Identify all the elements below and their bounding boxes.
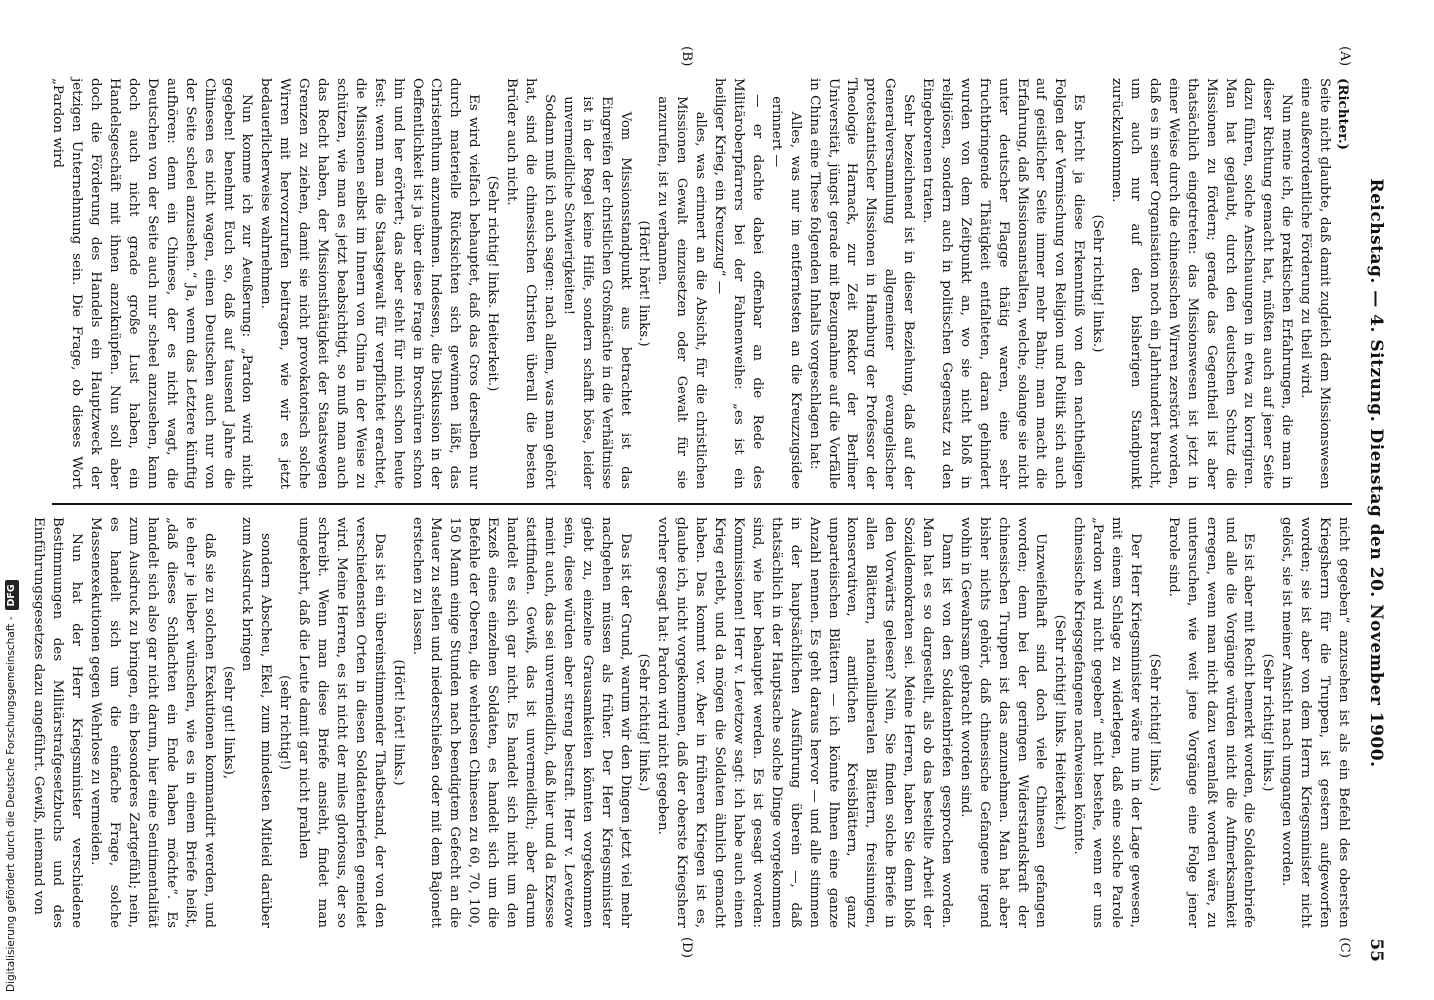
interjection: (Sehr richtig! links.) [1146,653,1162,792]
paragraph: — er dachte dabei offenbar an die Rede des Militäroberpfarrers bei der Fahnenweihe: „es ist ein heiliger Krieg, ein Kreuzzug“ — [712,78,765,489]
margin-marker-c: (C) [1337,937,1352,958]
paragraph: Dann ist von den Soldatenbriefen gesprochen worden. Man hat es so dargestellt, als ob das bestellte Arbeit der Sozialdemokraten sei. Meine Herren, haben Sie denn bloß den Vorwärts gelesen? Nein, Sie finden solche Briefe in allen Blättern, nationalliberalen Blättern, freisinnigen, konservativen, amtlichen Kreisblättern, ganz unparteiischen Blättern — ich könnte Ihnen eine ganze Anzahl nennen. Es geht daraus hervor — und alle stimmen in der hauptsächlichen Ausführung überein —, daß thatsächlich in der Hauptsache solche Dinge vorgekommen sind, wie hier behauptet werden. Es ist gesagt worden: Kommissionen! Herr v. Levetzow sagt: ich habe auch einen Krieg erlebt, und da mögen die Soldaten ähnlich gemacht haben. Das kommt vor. Aber in früheren Kriegen ist es, glaube ich, nicht vorgekommen, daß der oberste Kriegsherr vorher gesagt hat: Pardon wird nicht gegeben. [655,517,954,928]
right-column [31,503,1352,962]
interjection: (Sehr richtig! links. Heiterkeit.) [1052,614,1068,831]
interjection: (Hört! hört! links.) [636,220,652,347]
interjection: (Sehr richtig! links.) [1260,653,1276,792]
page-number: 55 [1366,938,1386,962]
interjection: (Sehr richtig! links.) [636,653,652,792]
interjection: (Sehr richtig! links. Heiterkeit.) [485,175,501,392]
paragraph: Es bricht ja diese Erkenntniß von den nachtheiligen Folgen der Vermischung von Religion und Politik sich auch auf geistlicher Seite immer mehr Bahn; man macht die Erfahrung, daß Missionsanstalten, welche, solange sie nicht unter deutscher Flagge thätig waren, eine sehr fruchtbringende Thätigkeit entfalteten, daran gehindert wurden von dem Zeitpunkt an, wo sie nicht bloß in religiösen, sondern auch in politischen Gegensatz zu den Eingeborenen traten. [920,78,1087,489]
column-divider [52,503,1352,505]
dfg-logo: DFG [5,580,19,610]
interjection: (Hört! hört! links.) [390,659,406,786]
paragraph: Der Herr Kriegsminister wäre nun in der Lage gewesen, mit einem Schlage zu widerlegen, daß eine solche Parole „Pardon wird nicht gegeben“ nicht bestehe, wenn er uns chinesische Kriegsgefangene nachweisen könnte. [1071,517,1144,928]
running-head [1352,44,1386,962]
paragraph: Das ist ein übereinstimmender Thatbestand, der von den verschiedensten Orten in diesen Soldatenbriefen gemeldet wird. Meine Herren, es ist nicht der miles gloriosus, der so schreibt. Wenn man diese Briefe ansieht, findet man umgekehrt, daß die Leute damit gar nicht prahlen [296,517,387,928]
text-columns [31,44,1352,962]
paragraph: Sehr bezeichnend ist in dieser Beziehung, daß auf der Generalversammlung allgemeiner evangelischer protestantischer Missionen in Hamburg der Professor der Theologie Harnack, zur Zeit Rektor der Berliner Universität, jüngst gerade mit Bezugnahme auf die Vorfälle in China eine These folgenden Inhalts vorgeschlagen hat: [806,78,917,489]
running-head-title: Reichstag. — 4. Sitzung. Dienstag den 20. November 1900. [1366,178,1386,768]
paragraph: daß sie zu solchen Exekutionen kommandirt werden, und ie eher je lieber wünschen, wie es in einem Briefe heißt, „daß dieses Schlachten ein Ende haben möchte“. Es handelt sich also gar nicht darum, hier eine Sentimentalität zum Ausdruck zu bringen, ein besonderes Zartgefühl; nein, es handelt sich um die einfache Frage, solche Massenexekutionen gegen Wehrlose zu vermeiden. [88,517,217,928]
paragraph: Nun hat der Herr Kriegsminister verschiedene Bestimmungen des Militärstrafgesetzbuchs und des Einführungsgesetzes dazu angeführt. Gewiß, niemand von [31,517,85,928]
paragraph: Nun komme ich zur Aeußerung: „Pardon wird nicht gegeben! benehmt Euch so, daß auf tausend Jahre die Chinesen es nicht wagen, einen Deutschen auch nur von der Seite scheel anzusehen.“ Ja, wenn das Letztere künftig aufhören: denn ein Chinese, der es nicht wagt, die Deutschen von der Seite auch nur scheel anzusehen, kann doch auch nicht grade große Lust haben, ein Handelsgeschäft mit ihnen anzuknüpfen. Nun soll aber doch die Förderung des Handels ein Hauptzweck der jetzigen Unternehmung sein. Die Frage, ob dieses Wort „Pardon wird [50,78,255,489]
document-page [24,20,1394,980]
paragraph: nicht gegeben“ anzusehen ist als ein Befehl des obersten Kriegsherrn für die Truppen, ist gestern aufgeworfen worden; sie ist aber von dem Herrn Kriegsminister nicht gelöst, sie ist meiner Ansicht nach umgangen worden. [1279,517,1351,928]
margin-marker-a: (A) [1337,46,1352,67]
interjection: (sehr gut! links), [220,665,236,780]
credit-text: Digitalisierung gefördert durch die Deutsche Forschungsgemeinschaft - [5,616,17,992]
paragraph: Es ist aber mit Recht bemerkt worden, die Soldatenbriefe und alle die Vorgänge würden nicht die Aufmerksamkeit erregen, wenn man nicht dazu veranlaßt worden wäre, zu untersuchen, wie weit jene Vorgänge eine Folge jener Parole sind. [1165,517,1257,928]
paragraph: Unzweifelhaft sind doch viele Chinesen gefangen worden; denn bei der geringen Widerstandskraft der chinesischen Truppen ist das anzunehmen. Man hat aber bisher nichts gehört, daß chinesische Gefangene irgend wohin in Gewahrsam gebracht worden sind. [957,517,1049,928]
interjection: (sehr richtig!) [277,675,293,770]
interjection: (Sehr richtig! links.) [1090,214,1106,353]
margin-marker-d: (D) [679,936,694,958]
quoted-passage: Vom Missionsstandpunkt aus betrachtet ist das Eingreifen der christlichen Großmächte in die Verhältnisse ist in der Regel keine Hilfe, sondern schafft böse, leider unvermeidliche Schwierigkeiten! [560,96,633,489]
paragraph: Sodann muß ich auch sagen: nach allem, was man gehört hat, sind die chinesischen Christen überall die besten Brüder auch nicht. [504,78,557,489]
left-column [52,44,1352,503]
digitization-credit [2,2,20,992]
margin-marker-b: (B) [679,46,694,67]
paragraph: sondern Abscheu, Ekel, zum mindesten Mitleid darüber zum Ausdruck bringen [239,517,274,928]
speaker-label: (Richter.) [1335,78,1351,150]
quoted-passage: alles, was erinnert an die Absicht, für die christlichen Missionen Gewalt einzusetzen oder Gewalt für sie anzurufen, ist zu verbannen. [655,96,709,489]
paragraph: Das ist der Grund, warum wir den Dingen jetzt viel mehr nachgehen müssen als früher. Der Herr Kriegsminister giebt zu, einzelne Grausamkeiten könnten vorgekommen sein, diese würden aber streng bestraft. Herr v. Levetzow meint auch, das sei unvermeidlich, daß hier und da Exzesse stattfinden. Gewiß, das ist unvermeidlich; aber darum handelt es sich gar nicht. Es handelt sich nicht um den Exzeß eines einzelnen Soldaten, es handelt sich um die Befehle der Oberen, die wehrlosen Chinesen zu 60, 70, 100, 150 Mann einige Stunden nach beendigtem Gefecht an die Mauer zu stellen und niederschießen oder mit dem Bajonett erstechen zu lassen. [409,517,633,928]
paragraph: Es wird vielfach behauptet, daß das Gros derselben nur durch materielle Rücksichten sich gewinnen läßt, das Christenthum anzunehmen. Indessen, die Diskussion in der Oeffentlichkeit ist ja über diese Frage in Broschüren schon hin und her erörtert; das aber steht für mich schon heute fest: wenn man die Staatsgewalt für verpflichtet erachtet, die Missionen selbst im Innern von China in der Weise zu schützen, wie man es jetzt beabsichtigt, so muß man auch das Recht haben, der Missionsthätigkeit der Staatswegen Grenzen zu ziehen, damit sie nicht provokatorisch solche Wirren mit hervorzurufen beitragen, wie wir es jetzt bedauerlicherweise wahrnehmen. [258,78,482,489]
paragraph: Nun meine ich, die praktischen Erfahrungen, die man in dieser Richtung gemacht hat, müßten auch auf jener Seite dazu führen, solche Anschauungen in etwa zu korrigiren. Man hat geglaubt, durch den deutschen Schutz die Missionen zu fördern; gerade das Gegentheil ist aber thatsächlich eingetreten: das Missionswesen ist jetzt in einer Weise durch die chinesischen Wirren zerstört worden, daß es in seiner Organisation noch ein Jahrhundert braucht, um auch nur auf den bisherigen Standpunkt zurückzukommen. [1109,78,1295,489]
paragraph: Seite nicht glaubte, daß damit zugleich dem Missionswesen eine außerordentliche Förderung zu theil wird. [1298,78,1333,489]
quoted-passage: Alles, was nur im entferntesten an die Kreuzzugsidee erinnert — [768,96,803,489]
